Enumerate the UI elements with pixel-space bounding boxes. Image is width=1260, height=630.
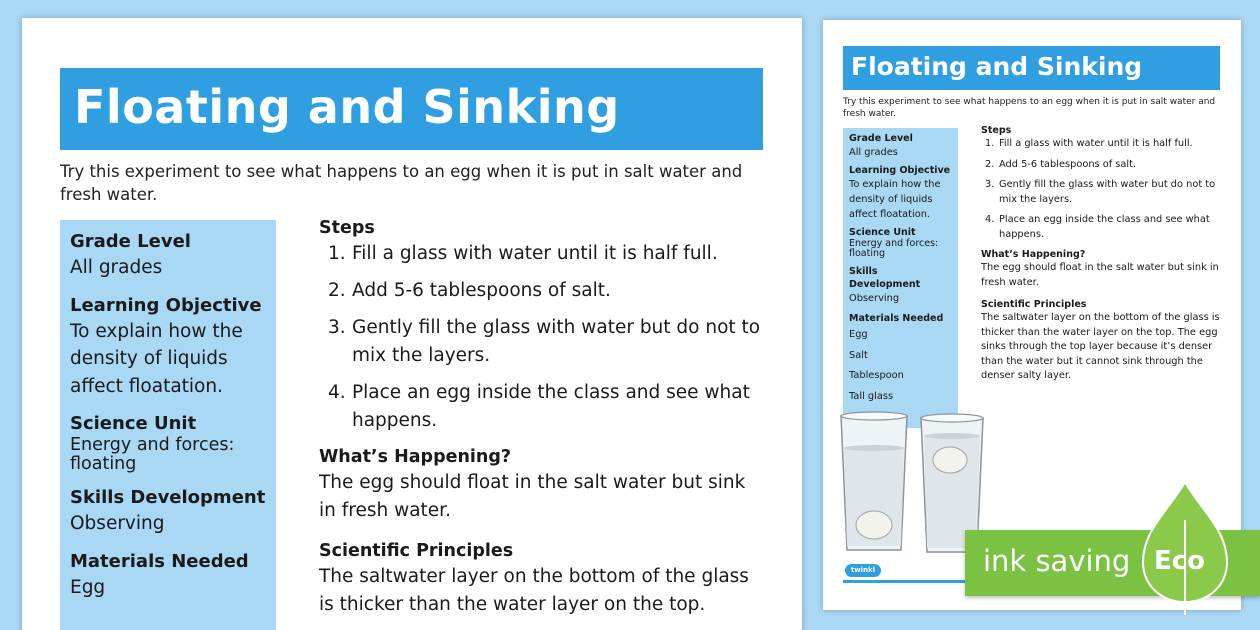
thumb-unit-label: Science Unit — [849, 227, 916, 238]
learning-objective-label: Learning Objective — [70, 294, 262, 316]
thumb-material-item: Egg — [849, 329, 868, 340]
science-unit-label: Science Unit — [70, 413, 197, 434]
thumb-step-item: 3. Gently fill the glass with water but do not to mix the layers. — [985, 179, 1216, 205]
skills-development-label: Skills Development — [70, 487, 266, 508]
thumb-happening-heading: What’s Happening? — [981, 249, 1086, 260]
scientific-principles-heading: Scientific Principles — [319, 541, 514, 561]
ink-saving-label: ink saving — [983, 544, 1131, 578]
step-item: 3. Gently fill the glass with water but do not to mix the layers. — [328, 317, 761, 366]
thumb-material-item: Salt — [849, 349, 868, 361]
scientific-principles-text: The saltwater layer on the bottom of the glass is thicker than the water layer on the top. — [319, 566, 749, 615]
eco-label: Eco — [1154, 546, 1206, 576]
thumb-principles-text: The saltwater layer on the bottom of the glass is thicker than the water layer on the top. The egg sinks through the top layer because it’s denser than the water but it cannot sink through the denser salty layer. — [981, 312, 1220, 381]
whats-happening-heading: What’s Happening? — [319, 447, 512, 467]
thumb-objective-label: Learning Objective — [849, 165, 951, 176]
materials-needed-label: Materials Needed — [70, 550, 249, 572]
thumbnail-sidebar — [843, 128, 958, 428]
step-item: 4. Place an egg inside the class and see what happens. — [328, 382, 750, 431]
thumb-step-item: 2. Add 5-6 tablespoons of salt. — [985, 158, 1137, 170]
intro-text: Try this experiment to see what happens to an egg when it is put in salt water and fresh water. — [60, 162, 743, 204]
steps-heading: Steps — [319, 218, 375, 238]
thumb-grade-label: Grade Level — [849, 133, 913, 144]
thumb-objective-value: To explain how the density of liquids affect floatation. — [849, 179, 941, 220]
thumb-principles-heading: Scientific Principles — [981, 299, 1087, 310]
material-item: Egg — [70, 576, 106, 598]
whats-happening-text: The egg should float in the salt water but sink in fresh water. — [319, 472, 746, 521]
twinkl-logo: twinkl — [845, 564, 881, 577]
thumb-material-item: Tall glass — [849, 390, 894, 402]
thumb-skills-value: Observing — [849, 293, 900, 304]
thumb-step-item: 1. Fill a glass with water until it is half full. — [985, 138, 1193, 149]
thumbnail-title-banner — [843, 46, 1220, 90]
step-item: 1. Fill a glass with water until it is half full. — [328, 243, 718, 264]
eco-drop-badge — [1135, 480, 1235, 615]
thumbnail-main — [981, 124, 1221, 384]
grade-level-value: All grades — [70, 257, 163, 278]
thumb-materials-label: Materials Needed — [849, 313, 944, 324]
thumb-unit-value: Energy and forces: floating — [849, 238, 939, 259]
thumbnail-intro: Try this experiment to see what happens to an egg when it is put in salt water and fresh water. — [843, 97, 1216, 119]
info-sidebar — [60, 220, 276, 630]
steps-list — [319, 240, 764, 435]
thumb-grade-value: All grades — [849, 147, 898, 158]
thumb-happening-text: The egg should float in the salt water but sink in fresh water. — [981, 262, 1219, 288]
worksheet-page-large — [22, 18, 802, 630]
step-item: 2. Add 5-6 tablespoons of salt. — [328, 280, 611, 301]
thumb-skills-label: Skills Development — [849, 266, 921, 290]
thumb-steps-heading: Steps — [981, 125, 1012, 136]
learning-objective-value: To explain how the density of liquids affect floatation. — [70, 320, 243, 397]
thumbnail-title: Floating and Sinking — [851, 52, 1143, 81]
grade-level-label: Grade Level — [70, 231, 191, 252]
thumb-step-item: 4. Place an egg inside the class and see what happens. — [985, 214, 1210, 240]
thumb-steps-list — [981, 137, 1221, 242]
skills-development-value: Observing — [70, 513, 165, 534]
thumb-material-item: Tablespoon — [849, 370, 904, 381]
title-banner — [60, 68, 763, 150]
page-title: Floating and Sinking — [74, 80, 620, 134]
science-unit-value: Energy and forces: floating — [70, 435, 235, 474]
main-content — [319, 216, 764, 619]
